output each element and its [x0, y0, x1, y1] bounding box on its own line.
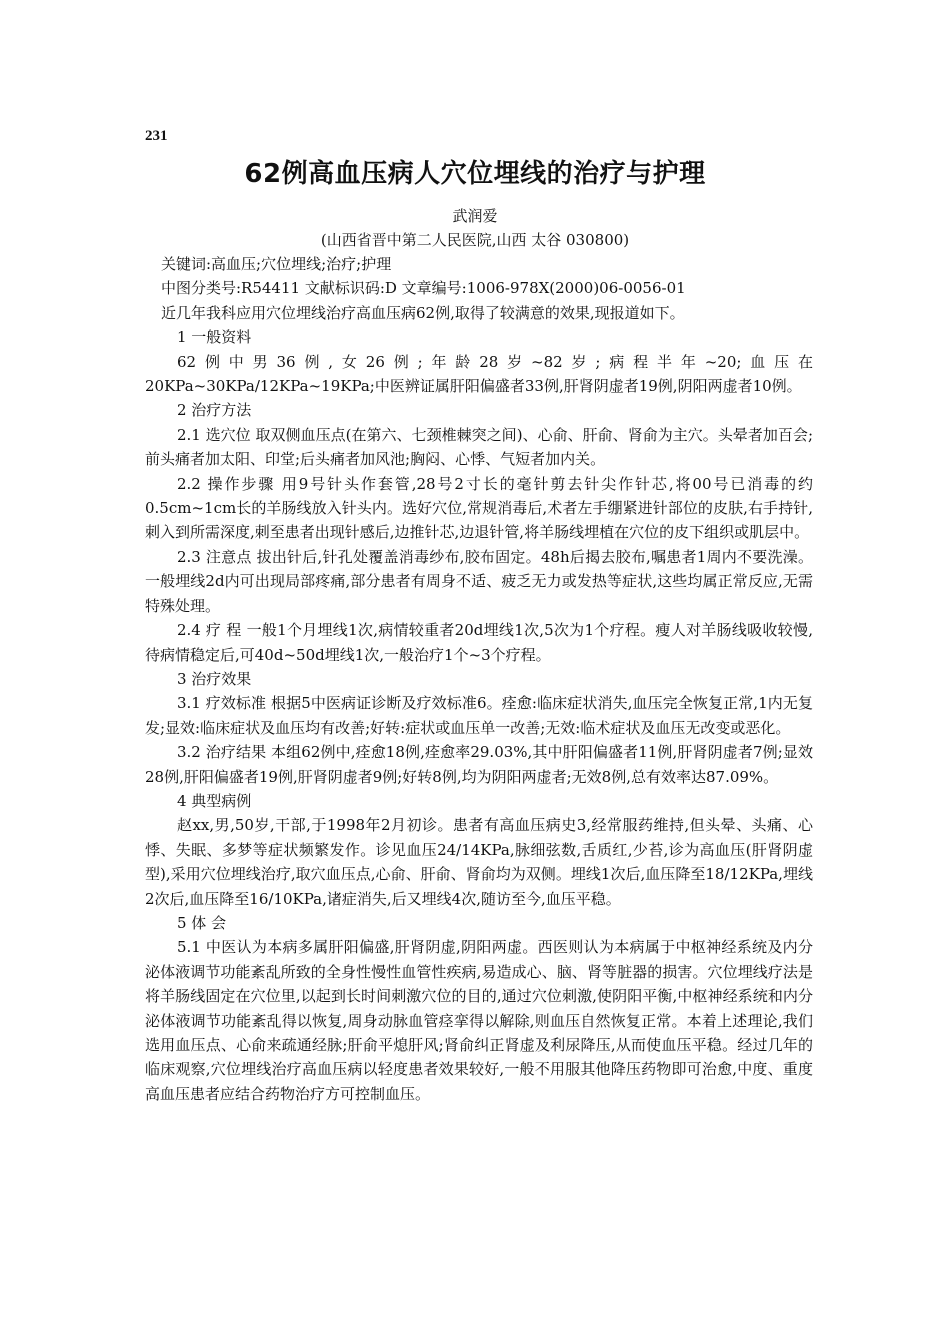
section-heading: 3 治疗效果: [177, 669, 252, 688]
section-heading: 2 治疗方法: [177, 401, 252, 420]
paragraph: 62例中男36例,女26例;年龄28岁~82岁;病程半年~20;血压在20KPa~30KPa/12KPa~19KPa;中医辨证属肝阳偏盛者33例,肝肾阴虚者19例,阴阳两虚者10例。: [145, 352, 813, 396]
classification-line: 中图分类号:R54411 文献标识码:D 文章编号:1006-978X(2000)06-0056-01: [161, 279, 686, 298]
article-title: 62例高血压病人穴位埋线的治疗与护理: [244, 159, 706, 189]
section-heading: 1 一般资料: [177, 328, 252, 347]
paragraph: 赵xx,男,50岁,干部,于1998年2月初诊。患者有高血压病史3,经常服药维持,但头晕、头痛、心悸、失眠、多梦等症状频繁发作。诊见血压24/14KPa,脉细弦数,舌质红,少苔,诊为高血压(肝肾阴虚型),采用穴位埋线治疗,取穴血压点,心俞、肝俞、肾俞均为双侧。埋线1次后,血压降至18/12KPa,埋线2次后,血压降至16/10KPa,诸症消失,后又埋线4次,随访至今,血压平稳。: [145, 816, 813, 908]
keywords: 关键词:高血压;穴位埋线;治疗;护理: [161, 255, 392, 273]
affiliation: (山西省晋中第二人民医院,山西 太谷 030800): [320, 231, 630, 249]
paragraph: 2.2 操作步骤 用9号针头作套管,28号2寸长的毫针剪去针尖作针芯,将00号已消毒的约0.5cm~1cm长的羊肠线放入针头内。选好穴位,常规消毒后,术者左手绷紧进针部位的皮肤,右手持针,刺入到所需深度,刺至患者出现针感后,边推针芯,边退针管,将羊肠线埋植在穴位的皮下组织或肌层中。: [145, 474, 813, 542]
paragraph: 3.2 治疗结果 本组62例中,痊愈18例,痊愈率29.03%,其中肝阳偏盛者11例,肝肾阴虚者7例;显效28例,肝阳偏盛者19例,肝肾阴虚者9例;好转8例,均为阴阳两虚者;无效8例,总有效率达87.09%。: [145, 743, 813, 786]
paragraph: 2.1 选穴位 取双侧血压点(在第六、七颈椎棘突之间)、心俞、肝俞、肾俞为主穴。头晕者加百会;前头痛者加太阳、印堂;后头痛者加风池;胸闷、心悸、气短者加内关。: [145, 425, 813, 469]
author: 武润爱: [452, 207, 498, 225]
paragraph: 2.3 注意点 拔出针后,针孔处覆盖消毒纱布,胶布固定。48h后揭去胶布,嘱患者1周内不要洗澡。一般埋线2d内可出现局部疼痛,部分患者有周身不适、疲乏无力或发热等症状,这些均属正常反应,无需特殊处理。: [145, 547, 813, 615]
paragraph: 2.4 疗 程 一般1个月埋线1次,病情较重者20d埋线1次,5次为1个疗程。瘦人对羊肠线吸收较慢,待病情稳定后,可40d~50d埋线1次,一般治疗1个~3个疗程。: [145, 621, 813, 664]
paragraph: 3.1 疗效标准 根据5中医病证诊断及疗效标准6。痊愈:临床症状消失,血压完全恢复正常,1内无复发;显效:临床症状及血压均有改善;好转:症状或血压单一改善;无效:临术症状及血压无改变或恶化。: [145, 694, 813, 737]
paragraph: 5.1 中医认为本病多属肝阳偏盛,肝肾阴虚,阴阳两虚。西医则认为本病属于中枢神经系统及内分泌体液调节功能紊乱所致的全身性慢性血管性疾病,易造成心、脑、肾等脏器的损害。穴位埋线疗法是将羊肠线固定在穴位里,以起到长时间刺激穴位的目的,通过穴位刺激,使阴阳平衡,中枢神经系统和内分泌体液调节功能紊乱得以恢复,周身动脉血管痉挛得以解除,则血压自然恢复正常。本着上述理论,我们选用血压点、心俞来疏通经脉;肝俞平熄肝风;肾俞纠正肾虚及利尿降压,从而使血压平稳。经过几年的临床观察,穴位埋线治疗高血压病以轻度患者效果较好,一般不用服其他降压药物即可治愈,中度、重度高血压患者应结合药物治疗方可控制血压。: [145, 938, 813, 1103]
section-heading: 5 体 会: [177, 913, 227, 932]
section-heading: 4 典型病例: [177, 791, 252, 810]
page-number: 231: [145, 128, 168, 144]
article-body: [145, 252, 813, 1106]
intro-paragraph: 近几年我科应用穴位埋线治疗高血压病62例,取得了较满意的效果,现报道如下。: [161, 303, 685, 322]
